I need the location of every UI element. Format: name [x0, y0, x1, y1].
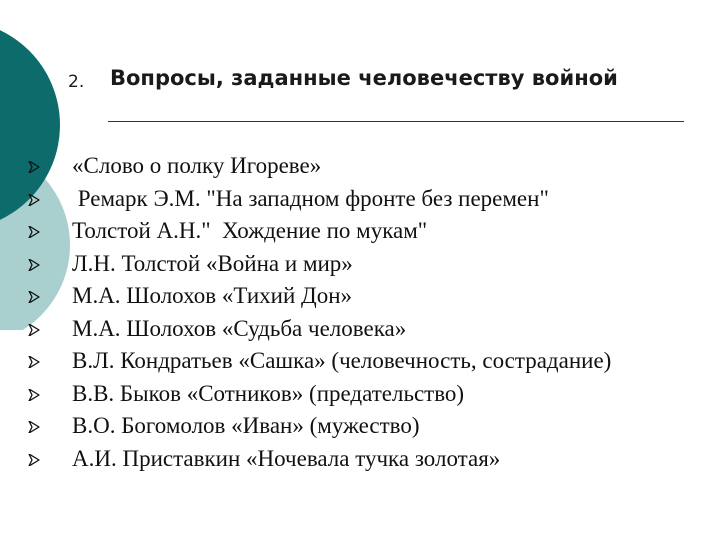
- title-row: [68, 66, 708, 100]
- list-item-text: М.А. Шолохов «Судьба человека»: [72, 315, 407, 341]
- list-item: [28, 280, 708, 313]
- arrowhead-bullet-icon: [28, 226, 40, 238]
- arrowhead-bullet-icon: [28, 389, 40, 401]
- list-item: [28, 313, 708, 346]
- list-item-text: В.О. Богомолов «Иван» (мужество): [72, 413, 420, 438]
- arrowhead-bullet-icon: [28, 421, 40, 433]
- bullet-list: [28, 150, 708, 475]
- list-item: [28, 248, 708, 281]
- list-item-text: «Слово о полку Игореве»: [72, 153, 322, 178]
- arrowhead-bullet-icon: [28, 324, 40, 336]
- arrowhead-bullet-icon: [28, 194, 40, 206]
- list-item-text: Л.Н. Толстой «Война и мир»: [72, 250, 353, 276]
- arrowhead-bullet-icon: [28, 259, 40, 271]
- arrowhead-bullet-icon: [28, 356, 40, 368]
- list-item: [28, 378, 708, 411]
- list-item: [28, 345, 708, 378]
- title-underline: [108, 121, 684, 122]
- title-number: 2.: [68, 72, 85, 92]
- list-item: [28, 215, 708, 248]
- list-item: [28, 150, 708, 183]
- list-item: [28, 183, 708, 216]
- list-item-text: М.А. Шолохов «Тихий Дон»: [72, 283, 352, 308]
- list-item-text: А.И. Приставкин «Ночевала тучка золотая»: [72, 445, 501, 471]
- slide-title: Вопросы, заданные человечеству войной: [110, 66, 618, 90]
- arrowhead-bullet-icon: [28, 454, 40, 466]
- arrowhead-bullet-icon: [28, 161, 40, 173]
- arrowhead-bullet-icon: [28, 291, 40, 303]
- list-item: [28, 410, 708, 443]
- list-item-text: Толстой А.Н." Хождение по мукам": [72, 218, 428, 243]
- list-item-text: Ремарк Э.М. "На западном фронте без перемен": [72, 185, 549, 211]
- list-item: [28, 443, 708, 476]
- list-item-text: В.Л. Кондратьев «Сашка» (человечность, сострадание): [72, 348, 612, 373]
- list-item-text: В.В. Быков «Сотников» (предательство): [72, 380, 465, 406]
